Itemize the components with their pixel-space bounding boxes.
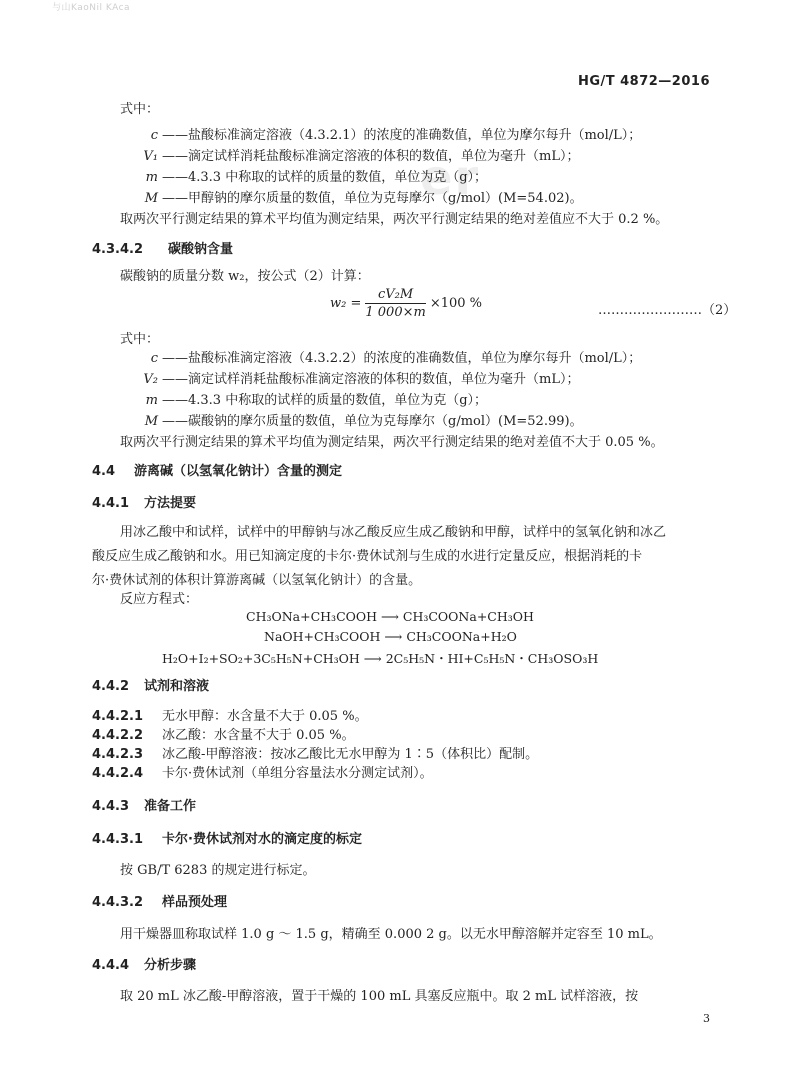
def-symbol: M bbox=[144, 191, 158, 206]
def-text: ——盐酸标准滴定溶液（4.3.2.1）的浓度的准确数值，单位为摩尔每升（mol/L）； bbox=[162, 128, 642, 143]
paragraph-line: 用干燥器皿称取试样 1.0 g ～ 1.5 g，精确至 0.000 2 g。以无水甲醇溶解并定容至 10 mL。 bbox=[120, 927, 662, 942]
section-heading-444 bbox=[92, 957, 196, 975]
reagent-item bbox=[92, 746, 538, 764]
item-text: 无水甲醇：水含量不大于 0.05 %。 bbox=[162, 709, 368, 724]
section-title: 试剂和溶液 bbox=[144, 679, 210, 694]
section-heading-443 bbox=[92, 798, 196, 816]
item-number: 4.4.2.3 bbox=[92, 747, 143, 762]
formula-fraction bbox=[365, 287, 425, 320]
watermark-top: 与山KaoNil KAca bbox=[52, 3, 131, 13]
where-label: 式中： bbox=[120, 332, 160, 347]
def-row bbox=[120, 169, 487, 187]
section-number: 4.4.3.1 bbox=[92, 832, 143, 847]
def-text: ——滴定试样消耗盐酸标准滴定溶液的体积的数值，单位为毫升（mL）； bbox=[162, 372, 580, 387]
section-title: 碳酸钠含量 bbox=[168, 242, 234, 257]
reagent-item bbox=[92, 708, 368, 726]
reaction-label: 反应方程式： bbox=[120, 592, 199, 607]
def-row bbox=[120, 371, 579, 389]
result-note: 取两次平行测定结果的算术平均值为测定结果，两次平行测定结果的绝对差值不大于 0.05 %。 bbox=[120, 435, 664, 450]
def-row bbox=[120, 350, 641, 368]
reaction-equation: CH₃ONa+CH₃COOH ⟶ CH₃COONa+CH₃OH bbox=[246, 609, 534, 624]
item-text: 冰乙酸-甲醇溶液：按冰乙酸比无水甲醇为 1∶5（体积比）配制。 bbox=[162, 747, 539, 762]
formula-numerator: cV₂M bbox=[365, 287, 425, 304]
def-row bbox=[120, 190, 583, 208]
where-label: 式中： bbox=[120, 102, 160, 117]
section-title: 分析步骤 bbox=[144, 958, 197, 973]
section-title: 样品预处理 bbox=[162, 895, 228, 910]
def-text: ——甲醇钠的摩尔质量的数值，单位为克每摩尔（g/mol）(M=54.02)。 bbox=[162, 191, 583, 206]
paragraph-line: 按 GB/T 6283 的规定进行标定。 bbox=[120, 863, 316, 878]
item-text: 卡尔·费休试剂（单组分容量法水分测定试剂）。 bbox=[162, 766, 433, 781]
section-title: 卡尔·费休试剂对水的滴定度的标定 bbox=[162, 832, 362, 847]
def-text: ——4.3.3 中称取的试样的质量的数值，单位为克（g）； bbox=[162, 170, 488, 185]
standard-number: HG/T 4872—2016 bbox=[577, 74, 710, 89]
section-heading-44 bbox=[92, 463, 342, 481]
reagent-item bbox=[92, 765, 433, 783]
item-text: 冰乙酸：水含量不大于 0.05 %。 bbox=[162, 728, 355, 743]
section-heading-4432 bbox=[92, 894, 227, 912]
def-row bbox=[120, 413, 583, 431]
formula-tail: ×100 % bbox=[429, 296, 483, 311]
def-symbol: V₂ bbox=[143, 372, 158, 387]
section-number: 4.3.4.2 bbox=[92, 242, 143, 257]
result-note: 取两次平行测定结果的算术平均值为测定结果，两次平行测定结果的绝对差值应不大于 0.2 %。 bbox=[120, 212, 669, 227]
def-symbol: m bbox=[145, 393, 158, 408]
reaction-equation: H₂O+I₂+SO₂+3C₅H₅N+CH₃OH ⟶ 2C₅H₅N・HI+C₅H₅N・CH₃OSO₃H bbox=[162, 651, 599, 666]
def-symbol: M bbox=[144, 414, 158, 429]
def-text: ——滴定试样消耗盐酸标准滴定溶液的体积的数值，单位为毫升（mL）； bbox=[162, 149, 580, 164]
paragraph-line: 用冰乙酸中和试样，试样中的甲醇钠与冰乙酸反应生成乙酸钠和甲醇，试样中的氢氧化钠和冰乙 bbox=[120, 525, 667, 540]
reaction-equation: NaOH+CH₃COOH ⟶ CH₃COONa+H₂O bbox=[264, 629, 517, 644]
item-number: 4.4.2.1 bbox=[92, 709, 143, 724]
formula-intro: 碳酸钠的质量分数 w₂，按公式（2）计算： bbox=[120, 269, 370, 284]
def-text: ——4.3.3 中称取的试样的质量的数值，单位为克（g）； bbox=[162, 393, 488, 408]
reagent-item bbox=[92, 727, 355, 745]
section-heading-442 bbox=[92, 678, 209, 696]
formula-2 bbox=[330, 287, 482, 320]
section-number: 4.4.4 bbox=[92, 958, 130, 973]
item-number: 4.4.2.4 bbox=[92, 766, 143, 781]
def-row bbox=[120, 392, 487, 410]
section-title: 方法提要 bbox=[144, 496, 197, 511]
formula-number: ……………………（2） bbox=[598, 303, 737, 318]
def-symbol: V₁ bbox=[143, 149, 158, 164]
paragraph-line: 酸反应生成乙酸钠和水。用已知滴定度的卡尔·费休试剂与生成的水进行定量反应，根据消耗的卡 bbox=[92, 549, 643, 564]
section-title: 游离碱（以氢氧化钠计）含量的测定 bbox=[134, 464, 343, 479]
section-number: 4.4.3.2 bbox=[92, 895, 143, 910]
def-text: ——盐酸标准滴定溶液（4.3.2.2）的浓度的准确数值，单位为摩尔每升（mol/L）； bbox=[162, 351, 642, 366]
section-heading-4342 bbox=[92, 241, 233, 259]
formula-denominator: 1 000×m bbox=[365, 305, 426, 320]
paragraph-line: 取 20 mL 冰乙酸-甲醇溶液，置于干燥的 100 mL 具塞反应瓶中。取 2 mL 试样溶液，按 bbox=[120, 989, 639, 1004]
section-number: 4.4.1 bbox=[92, 496, 130, 511]
def-text: ——碳酸钠的摩尔质量的数值，单位为克每摩尔（g/mol）(M=52.99)。 bbox=[162, 414, 583, 429]
def-symbol: c bbox=[150, 351, 158, 366]
item-number: 4.4.2.2 bbox=[92, 728, 143, 743]
page-number: 3 bbox=[703, 1012, 710, 1025]
def-row bbox=[120, 148, 579, 166]
section-title: 准备工作 bbox=[144, 799, 197, 814]
def-symbol: c bbox=[150, 128, 158, 143]
section-number: 4.4.3 bbox=[92, 799, 130, 814]
watermark-faint: er bbox=[420, 150, 481, 206]
section-number: 4.4.2 bbox=[92, 679, 130, 694]
formula-lhs: w₂ = bbox=[330, 296, 362, 311]
def-symbol: m bbox=[145, 170, 158, 185]
paragraph-line: 尔·费休试剂的体积计算游离碱（以氢氧化钠计）的含量。 bbox=[92, 573, 422, 588]
def-row bbox=[120, 127, 641, 145]
section-heading-4431 bbox=[92, 831, 362, 849]
section-heading-441 bbox=[92, 495, 196, 513]
section-number: 4.4 bbox=[92, 464, 116, 479]
